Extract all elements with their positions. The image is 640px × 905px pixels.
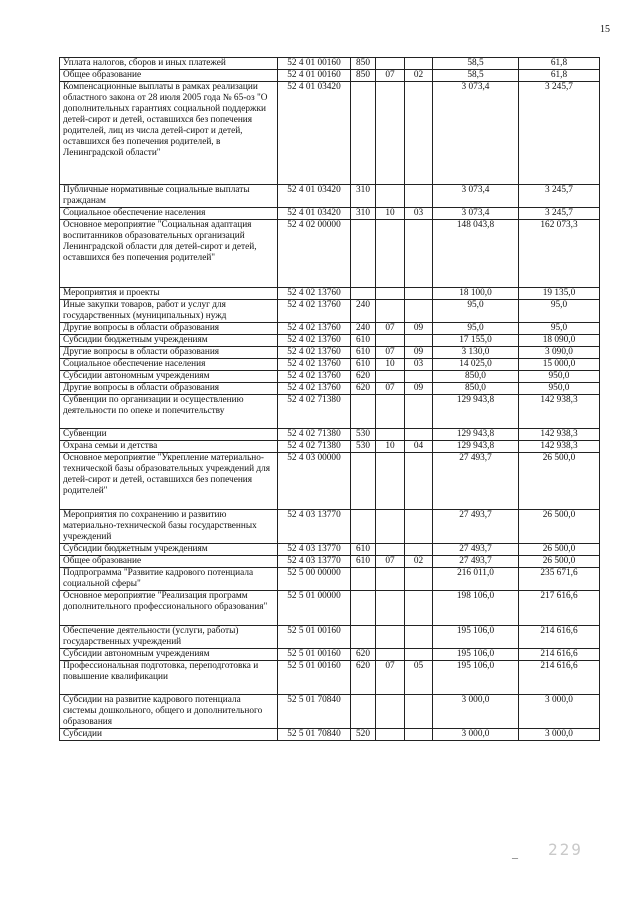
row-name-cell: Субвенции	[60, 429, 278, 441]
row-name-cell: Другие вопросы в области образования	[60, 346, 278, 358]
table-row	[60, 429, 600, 441]
row-name-cell: Общее образование	[60, 70, 278, 82]
row-type-cell: 620	[351, 648, 376, 660]
row-type-cell: 610	[351, 346, 376, 358]
row-section-cell	[376, 510, 405, 544]
row-code-cell: 52 4 02 13760	[278, 346, 351, 358]
row-section-cell	[376, 694, 405, 728]
row-value-1-cell: 195 106,0	[433, 660, 519, 694]
row-value-1-cell: 195 106,0	[433, 648, 519, 660]
row-subsection-cell: 03	[405, 207, 433, 219]
row-value-2-cell: 142 938,3	[519, 441, 600, 453]
row-code-cell: 52 5 01 70840	[278, 728, 351, 740]
row-value-1-cell: 3 130,0	[433, 346, 519, 358]
row-subsection-cell	[405, 591, 433, 625]
row-value-2-cell: 95,0	[519, 322, 600, 334]
row-section-cell	[376, 625, 405, 648]
row-code-cell: 52 4 01 00160	[278, 58, 351, 70]
row-subsection-cell	[405, 334, 433, 346]
row-code-cell: 52 4 03 13770	[278, 544, 351, 556]
row-section-cell	[376, 394, 405, 428]
row-subsection-cell: 04	[405, 441, 433, 453]
row-subsection-cell	[405, 394, 433, 428]
table-row	[60, 453, 600, 510]
row-section-cell	[376, 453, 405, 510]
table-row	[60, 207, 600, 219]
row-name-cell: Субсидии бюджетным учреждениям	[60, 544, 278, 556]
row-type-cell: 530	[351, 429, 376, 441]
row-code-cell: 52 4 03 00000	[278, 453, 351, 510]
row-code-cell: 52 4 01 03420	[278, 82, 351, 185]
row-code-cell: 52 4 02 13760	[278, 334, 351, 346]
row-subsection-cell	[405, 429, 433, 441]
row-value-1-cell: 3 073,4	[433, 184, 519, 207]
row-value-2-cell: 19 135,0	[519, 287, 600, 299]
table-row	[60, 370, 600, 382]
row-section-cell: 10	[376, 358, 405, 370]
row-code-cell: 52 5 01 70840	[278, 694, 351, 728]
row-value-2-cell: 26 500,0	[519, 544, 600, 556]
row-section-cell: 07	[376, 70, 405, 82]
row-name-cell: Общее образование	[60, 556, 278, 568]
row-value-2-cell: 3 000,0	[519, 694, 600, 728]
row-code-cell: 52 5 01 00000	[278, 591, 351, 625]
row-section-cell	[376, 728, 405, 740]
row-name-cell: Другие вопросы в области образования	[60, 322, 278, 334]
row-type-cell: 610	[351, 556, 376, 568]
row-type-cell: 850	[351, 58, 376, 70]
row-code-cell: 52 4 02 13760	[278, 382, 351, 394]
row-value-1-cell: 27 493,7	[433, 453, 519, 510]
table-row	[60, 625, 600, 648]
row-code-cell: 52 4 02 13760	[278, 322, 351, 334]
row-value-1-cell: 129 943,8	[433, 394, 519, 428]
row-section-cell	[376, 287, 405, 299]
row-value-1-cell: 3 000,0	[433, 728, 519, 740]
table-row	[60, 334, 600, 346]
table-row	[60, 694, 600, 728]
row-value-2-cell: 142 938,3	[519, 429, 600, 441]
row-section-cell	[376, 544, 405, 556]
row-type-cell: 240	[351, 322, 376, 334]
row-section-cell	[376, 219, 405, 287]
row-subsection-cell	[405, 287, 433, 299]
row-type-cell	[351, 625, 376, 648]
row-code-cell: 52 5 01 00160	[278, 625, 351, 648]
footer-dash: –	[512, 850, 518, 864]
row-section-cell	[376, 568, 405, 591]
row-subsection-cell	[405, 370, 433, 382]
row-subsection-cell: 05	[405, 660, 433, 694]
row-type-cell: 620	[351, 382, 376, 394]
row-value-2-cell: 142 938,3	[519, 394, 600, 428]
row-value-1-cell: 95,0	[433, 299, 519, 322]
row-name-cell: Социальное обеспечение населения	[60, 207, 278, 219]
row-value-1-cell: 14 025,0	[433, 358, 519, 370]
row-name-cell: Другие вопросы в области образования	[60, 382, 278, 394]
row-value-2-cell: 950,0	[519, 370, 600, 382]
row-value-1-cell: 27 493,7	[433, 544, 519, 556]
row-subsection-cell	[405, 510, 433, 544]
row-code-cell: 52 4 01 03420	[278, 184, 351, 207]
row-name-cell: Компенсационные выплаты в рамках реализации областного закона от 28 июля 2005 года № 65-оз "О дополнительных гарантиях социальной поддержки детей-сирот и детей, оставшихся без попечения родителей, лиц из числа детей-сирот и детей, оставшихся без попечения родителей, в Ленинградской области"	[60, 82, 278, 185]
table-row	[60, 556, 600, 568]
row-value-1-cell: 129 943,8	[433, 441, 519, 453]
row-type-cell	[351, 694, 376, 728]
row-section-cell	[376, 299, 405, 322]
budget-table-body	[60, 58, 600, 741]
row-subsection-cell	[405, 625, 433, 648]
row-value-1-cell: 129 943,8	[433, 429, 519, 441]
row-value-1-cell: 58,5	[433, 70, 519, 82]
row-subsection-cell: 02	[405, 556, 433, 568]
row-code-cell: 52 4 02 71380	[278, 441, 351, 453]
row-subsection-cell: 03	[405, 358, 433, 370]
row-value-2-cell: 3 245,7	[519, 82, 600, 185]
row-value-2-cell: 95,0	[519, 299, 600, 322]
row-value-1-cell: 58,5	[433, 58, 519, 70]
row-subsection-cell: 09	[405, 382, 433, 394]
row-section-cell	[376, 591, 405, 625]
row-type-cell: 620	[351, 370, 376, 382]
row-type-cell	[351, 219, 376, 287]
row-value-2-cell: 235 671,6	[519, 568, 600, 591]
row-type-cell: 310	[351, 184, 376, 207]
row-section-cell	[376, 58, 405, 70]
row-value-1-cell: 195 106,0	[433, 625, 519, 648]
row-section-cell	[376, 370, 405, 382]
table-row	[60, 58, 600, 70]
row-type-cell	[351, 568, 376, 591]
row-section-cell: 10	[376, 441, 405, 453]
row-value-2-cell: 61,8	[519, 70, 600, 82]
row-name-cell: Субсидии автономным учреждениям	[60, 370, 278, 382]
row-subsection-cell: 09	[405, 322, 433, 334]
row-value-2-cell: 26 500,0	[519, 453, 600, 510]
row-code-cell: 52 4 02 71380	[278, 394, 351, 428]
row-subsection-cell	[405, 82, 433, 185]
row-value-2-cell: 61,8	[519, 58, 600, 70]
row-subsection-cell	[405, 58, 433, 70]
table-row	[60, 648, 600, 660]
row-name-cell: Мероприятия по сохранению и развитию материально-технической базы государственных учреждений	[60, 510, 278, 544]
table-row	[60, 728, 600, 740]
row-subsection-cell	[405, 219, 433, 287]
table-row	[60, 660, 600, 694]
row-value-1-cell: 850,0	[433, 370, 519, 382]
table-row	[60, 568, 600, 591]
row-section-cell	[376, 429, 405, 441]
row-section-cell: 07	[376, 660, 405, 694]
row-subsection-cell: 09	[405, 346, 433, 358]
row-code-cell: 52 5 01 00160	[278, 648, 351, 660]
row-name-cell: Субсидии бюджетным учреждениям	[60, 334, 278, 346]
row-name-cell: Публичные нормативные социальные выплаты гражданам	[60, 184, 278, 207]
row-value-2-cell: 26 500,0	[519, 556, 600, 568]
table-row	[60, 544, 600, 556]
row-type-cell	[351, 394, 376, 428]
row-section-cell: 07	[376, 322, 405, 334]
row-section-cell: 10	[376, 207, 405, 219]
row-subsection-cell	[405, 544, 433, 556]
row-value-2-cell: 15 000,0	[519, 358, 600, 370]
table-row	[60, 184, 600, 207]
row-value-2-cell: 26 500,0	[519, 510, 600, 544]
row-value-2-cell: 217 616,6	[519, 591, 600, 625]
row-subsection-cell	[405, 299, 433, 322]
row-value-1-cell: 3 073,4	[433, 82, 519, 185]
row-type-cell: 310	[351, 207, 376, 219]
budget-table	[59, 57, 600, 741]
row-code-cell: 52 4 01 00160	[278, 70, 351, 82]
table-row	[60, 346, 600, 358]
row-type-cell	[351, 510, 376, 544]
row-subsection-cell	[405, 648, 433, 660]
row-type-cell: 850	[351, 70, 376, 82]
row-type-cell	[351, 82, 376, 185]
row-value-2-cell: 214 616,6	[519, 648, 600, 660]
row-subsection-cell	[405, 568, 433, 591]
row-type-cell: 240	[351, 299, 376, 322]
row-value-2-cell: 18 090,0	[519, 334, 600, 346]
table-row	[60, 358, 600, 370]
row-type-cell: 610	[351, 544, 376, 556]
row-name-cell: Основное мероприятие "Укрепление материально-технической базы образовательных учреждений для детей-сирот и детей, оставшихся без попечения родителей"	[60, 453, 278, 510]
row-value-2-cell: 162 073,3	[519, 219, 600, 287]
row-code-cell: 52 4 01 03420	[278, 207, 351, 219]
table-row	[60, 322, 600, 334]
row-code-cell: 52 4 02 13760	[278, 370, 351, 382]
row-type-cell	[351, 453, 376, 510]
row-name-cell: Мероприятия и проекты	[60, 287, 278, 299]
row-subsection-cell	[405, 728, 433, 740]
row-value-1-cell: 850,0	[433, 382, 519, 394]
row-type-cell: 610	[351, 334, 376, 346]
row-code-cell: 52 5 01 00160	[278, 660, 351, 694]
row-name-cell: Профессиональная подготовка, переподготовка и повышение квалификации	[60, 660, 278, 694]
page-number: 15	[600, 24, 610, 35]
row-type-cell	[351, 591, 376, 625]
table-row	[60, 510, 600, 544]
row-section-cell: 07	[376, 346, 405, 358]
row-code-cell: 52 4 02 13760	[278, 358, 351, 370]
row-code-cell: 52 4 02 13760	[278, 299, 351, 322]
table-row	[60, 591, 600, 625]
row-code-cell: 52 4 03 13770	[278, 556, 351, 568]
page-stamp: 229	[548, 840, 583, 859]
row-value-1-cell: 3 073,4	[433, 207, 519, 219]
row-name-cell: Охрана семьи и детства	[60, 441, 278, 453]
row-value-2-cell: 3 245,7	[519, 207, 600, 219]
row-value-1-cell: 216 011,0	[433, 568, 519, 591]
row-name-cell: Основное мероприятие "Социальная адаптация воспитанников образовательных организаций Ленинградской области для детей-сирот и детей, оставшихся без попечения родителей"	[60, 219, 278, 287]
row-subsection-cell	[405, 694, 433, 728]
row-type-cell: 530	[351, 441, 376, 453]
row-value-1-cell: 27 493,7	[433, 556, 519, 568]
row-name-cell: Основное мероприятие "Реализация программ дополнительного профессионального образования"	[60, 591, 278, 625]
row-section-cell: 07	[376, 556, 405, 568]
row-section-cell	[376, 648, 405, 660]
row-type-cell: 620	[351, 660, 376, 694]
row-value-2-cell: 950,0	[519, 382, 600, 394]
row-value-1-cell: 198 106,0	[433, 591, 519, 625]
row-section-cell	[376, 334, 405, 346]
row-type-cell: 520	[351, 728, 376, 740]
row-value-1-cell: 18 100,0	[433, 287, 519, 299]
row-value-1-cell: 27 493,7	[433, 510, 519, 544]
row-name-cell: Субсидии автономным учреждениям	[60, 648, 278, 660]
row-name-cell: Подпрограмма "Развитие кадрового потенциала социальной сферы"	[60, 568, 278, 591]
row-name-cell: Субсидии	[60, 728, 278, 740]
row-value-2-cell: 214 616,6	[519, 660, 600, 694]
row-code-cell: 52 4 02 13760	[278, 287, 351, 299]
row-name-cell: Уплата налогов, сборов и иных платежей	[60, 58, 278, 70]
row-value-1-cell: 95,0	[433, 322, 519, 334]
row-value-1-cell: 3 000,0	[433, 694, 519, 728]
row-code-cell: 52 4 02 71380	[278, 429, 351, 441]
row-subsection-cell	[405, 184, 433, 207]
table-row	[60, 287, 600, 299]
table-row	[60, 82, 600, 185]
table-row	[60, 441, 600, 453]
row-subsection-cell	[405, 453, 433, 510]
row-value-2-cell: 3 090,0	[519, 346, 600, 358]
table-row	[60, 299, 600, 322]
row-code-cell: 52 5 00 00000	[278, 568, 351, 591]
row-value-2-cell: 3 245,7	[519, 184, 600, 207]
row-name-cell: Обеспечение деятельности (услуги, работы) государственных учреждений	[60, 625, 278, 648]
row-value-2-cell: 214 616,6	[519, 625, 600, 648]
row-value-1-cell: 17 155,0	[433, 334, 519, 346]
row-name-cell: Субвенции по организации и осуществлению деятельности по опеке и попечительству	[60, 394, 278, 428]
row-value-2-cell: 3 000,0	[519, 728, 600, 740]
row-code-cell: 52 4 03 13770	[278, 510, 351, 544]
row-code-cell: 52 4 02 00000	[278, 219, 351, 287]
row-subsection-cell: 02	[405, 70, 433, 82]
row-value-1-cell: 148 043,8	[433, 219, 519, 287]
table-row	[60, 382, 600, 394]
row-type-cell: 610	[351, 358, 376, 370]
table-row	[60, 394, 600, 428]
row-type-cell	[351, 287, 376, 299]
table-row	[60, 70, 600, 82]
row-section-cell	[376, 82, 405, 185]
row-name-cell: Социальное обеспечение населения	[60, 358, 278, 370]
row-name-cell: Иные закупки товаров, работ и услуг для государственных (муниципальных) нужд	[60, 299, 278, 322]
row-section-cell	[376, 184, 405, 207]
row-section-cell: 07	[376, 382, 405, 394]
table-row	[60, 219, 600, 287]
row-name-cell: Субсидии на развитие кадрового потенциала системы дошкольного, общего и дополнительного образования	[60, 694, 278, 728]
